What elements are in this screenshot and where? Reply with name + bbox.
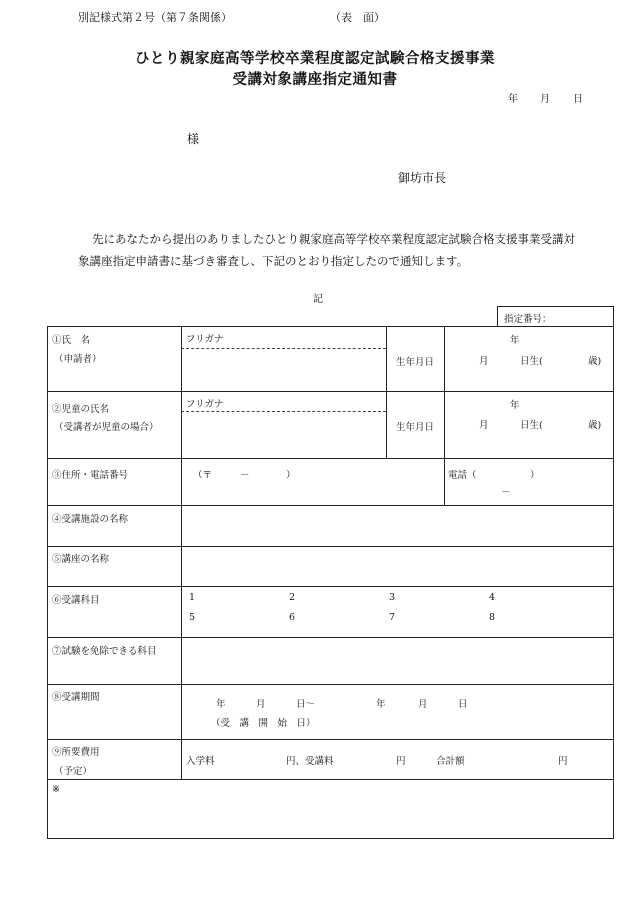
applicant-age-unit: 歳) [588,356,602,367]
period-from-day: 日～ [296,699,316,710]
applicant-birth-day: 日生( [520,356,543,367]
child-sub-label: （受講者が児童の場合） [54,422,159,433]
admission-fee-label: 入学料 [186,756,215,767]
applicant-birth-month: 月 [479,356,489,367]
subject-number: 6 [289,612,296,623]
date-month-label: 月 [540,94,550,105]
postal-close: ） [286,470,296,481]
address-field[interactable] [188,481,438,503]
issuer-name: 御坊市長 [398,171,447,185]
applicant-birth-label: 生年月日 [396,357,435,368]
document-title-line2: 受講対象講座指定通知書 [232,71,398,88]
period-to-year: 年 [376,699,386,710]
document-title-line1: ひとり親家庭高等学校卒業程度認定試験合格支援事業 [135,50,495,67]
date-day-label: 日 [573,94,583,105]
period-start-note: （受 講 開 始 日） [211,718,316,729]
note-mark: ※ [52,784,60,795]
child-name-field[interactable] [184,415,382,455]
form-table [47,326,614,839]
notice-body [78,228,598,272]
phone-label: 電話（ [448,470,477,481]
subject-number: 8 [489,612,496,623]
subjects-label: ⑥受講科目 [52,595,100,606]
child-birth-day: 日生( [520,420,543,431]
notice-body-line2: 象講座指定申請書に基づき審査し、下記のとおり指定したので通知します。 [78,254,469,268]
applicant-furigana-label: フリガナ [186,334,224,345]
date-year-label: 年 [508,94,518,105]
applicant-name-label: ①氏 名 [52,335,91,346]
designation-number-label: 指定番号： [504,314,552,325]
facility-label: ④受講施設の名称 [52,514,129,525]
subject-number: 4 [489,592,496,603]
course-label: ⑤講座の名称 [52,554,110,565]
period-to-month: 月 [418,699,428,710]
tuition-fee-label: 円、受講料 [286,756,334,767]
address-label: ③住所・電話番号 [52,470,129,481]
phone-close: ） [530,470,540,481]
subject-number: 1 [189,592,196,603]
ki-mark: 記 [313,294,323,305]
course-field[interactable] [184,549,610,584]
cost-label: ⑨所要費用 [52,747,100,758]
child-birth-label: 生年月日 [396,422,435,433]
child-birth-month: 月 [479,420,489,431]
addressee-honorific: 様 [187,132,200,146]
facility-field[interactable] [184,508,610,544]
child-birth-year: 年 [510,400,520,411]
total-yen: 円 [558,756,568,767]
period-label: ⑧受講期間 [52,692,100,703]
child-age-unit: 歳) [588,420,602,431]
total-label: 合計額 [436,756,465,767]
subject-number: 2 [289,592,296,603]
designation-number-box [497,306,614,327]
tuition-yen: 円 [396,756,406,767]
subject-number: 5 [189,612,196,623]
subject-number: 7 [389,612,396,623]
postal-open: （〒 [193,470,213,481]
exempt-subjects-label: ⑦試験を免除できる科目 [52,646,157,657]
applicant-sub-label: （申請者） [54,354,102,365]
note-field[interactable] [66,782,606,834]
side-label: （表 面） [330,11,385,24]
applicant-name-field[interactable] [184,352,382,388]
child-name-label: ②児童の氏名 [52,404,110,415]
applicant-birth-year: 年 [510,335,520,346]
notice-body-line1: 先にあなたから提出のありましたひとり親家庭高等学校卒業程度認定試験合格支援事業受講対 [92,232,575,246]
period-from-month: 月 [256,699,266,710]
period-from-year: 年 [216,699,226,710]
child-furigana-label: フリガナ [186,399,224,410]
cost-sub-label: （予定） [54,766,93,777]
subject-number: 3 [389,592,396,603]
period-to-day: 日 [458,699,468,710]
form-reference: 別記様式第２号（第７条関係） [78,11,232,24]
exempt-subjects-field[interactable] [184,640,610,682]
postal-dash: － [240,470,250,481]
phone-dash: － [501,487,511,498]
